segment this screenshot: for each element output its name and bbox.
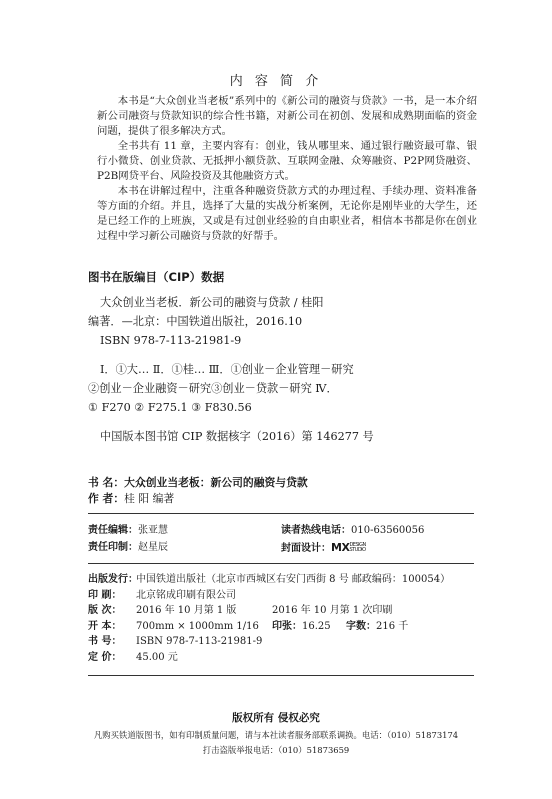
price-value: 45.00 元 [136, 651, 178, 663]
printer-value: 北京铭成印刷有限公司 [136, 589, 236, 601]
publisher-label: 出版发行： [88, 574, 138, 585]
editor-row [88, 522, 168, 539]
book-title-row [88, 475, 308, 491]
intro-paragraph-1: 本书是“大众创业当老板”系列中的《新公司的融资与贷款》一书，是一本介绍新公司融资与贷款知识的综合性书籍，对新公司在初创、发展和成熟期面临的资金问题，提供了很多解决方式。 [97, 95, 477, 137]
intro-body [97, 94, 477, 244]
cip-line-7: 中国版本图书馆 CIP 数据核字（2016）第 146277 号 [100, 430, 374, 443]
copyright-notice: 版权所有 侵权必究 [232, 712, 320, 724]
hotline-row [281, 522, 424, 539]
cover-design-label: 封面设计： [281, 543, 331, 554]
print-manager-row [88, 539, 168, 556]
book-author-row [88, 491, 308, 507]
edition-label: 版 次： [88, 605, 122, 617]
print-manager-label: 责任印制： [88, 542, 138, 553]
book-author-value: 桂 阳 编著 [124, 492, 175, 505]
editor-value: 张亚慧 [138, 525, 168, 536]
cip-line-4: Ⅰ．①大… Ⅱ．①桂… Ⅲ．①创业－企业管理－研究 [100, 363, 354, 376]
editor-label: 责任编辑： [88, 525, 138, 536]
mx-design-studio-logo [331, 541, 366, 554]
cover-design-row [281, 539, 366, 557]
cip-line-6: ① F270 ② F275.1 ③ F830.56 [88, 401, 252, 414]
sheets-value: 16.25 [302, 620, 331, 632]
piracy-hotline: 打击盗版举报电话：（010）51873659 [202, 745, 350, 755]
isbn-row [88, 634, 450, 650]
divider-2 [88, 563, 474, 564]
publisher-value: 中国铁道出版社（北京市西城区右安门西街 8 号 邮政编码：100054） [136, 574, 451, 585]
printer-label: 印 刷： [88, 589, 122, 601]
publishing-info [88, 572, 450, 666]
book-title-value: 大众创业当老板：新公司的融资与贷款 [124, 476, 308, 489]
divider-3 [88, 675, 474, 676]
format-row [88, 619, 450, 635]
mx-logo-sub1: DESIGN [349, 542, 366, 548]
quality-note: 凡购买铁道版图书，如有印制质量问题，请与本社读者服务部联系调换。电话：（010）51873174 [93, 730, 459, 740]
mx-logo-sub2: STUDIO [349, 547, 366, 553]
price-row [88, 650, 450, 666]
hotline-value: 010-63560056 [351, 525, 425, 536]
book-info [88, 475, 308, 507]
publisher-row [88, 572, 450, 588]
isbn-label: 书 号： [88, 636, 122, 648]
cip-line-2: 编著．—北京：中国铁道出版社，2016.10 [88, 315, 303, 328]
book-title-label: 书 名： [88, 476, 125, 489]
words-value: 216 千 [376, 620, 409, 632]
print-manager-value: 赵星辰 [138, 542, 168, 553]
sheets-label: 印张： [272, 620, 302, 632]
format-value: 700mm × 1000mm 1/16 [136, 620, 259, 632]
cip-line-1: 大众创业当老板．新公司的融资与贷款 / 桂阳 [100, 296, 324, 309]
format-label: 开 本： [88, 620, 122, 632]
cip-line-3: ISBN 978-7-113-21981-9 [100, 334, 242, 347]
cip-block [88, 293, 488, 446]
edition-row [88, 603, 450, 619]
cip-title: 图书在版编目（CIP）数据 [88, 270, 225, 284]
hotline-label: 读者热线电话： [281, 525, 351, 536]
edition-value: 2016 年 10 月第 1 版 [136, 605, 237, 617]
isbn-value: ISBN 978-7-113-21981-9 [136, 636, 263, 648]
book-author-label: 作 者： [88, 492, 125, 505]
mx-logo-mark: MX [331, 541, 350, 554]
words-label: 字数： [346, 620, 376, 632]
printer-row [88, 588, 450, 604]
cip-line-5: ②创业－企业融资－研究③创业－贷款－研究 Ⅳ． [88, 382, 338, 395]
printing-value: 2016 年 10 月第 1 次印刷 [272, 605, 393, 617]
intro-paragraph-3: 本书在讲解过程中，注重各种融资贷款方式的办理过程、手续办理、资料准备等方面的介绍。并且，选择了大量的实战分析案例，无论你是刚毕业的大学生，还是已经工作的上班族，又或是有过创业经验的自由职业者，相信本书都是你在创业过程中学习新公司融资与贷款的好帮手。 [97, 185, 477, 242]
intro-paragraph-2: 全书共有 11 章，主要内容有：创业，钱从哪里来、通过银行融资最可靠、银行小微贷、创业贷款、无抵押小额贷款、互联网金融、众筹融资、P2P网贷融资、P2B网贷平台、风险投资及其他融资方式。 [97, 140, 477, 182]
intro-title: 内 容 简 介 [229, 74, 323, 89]
price-label: 定 价： [88, 651, 122, 663]
divider-1 [88, 513, 474, 514]
